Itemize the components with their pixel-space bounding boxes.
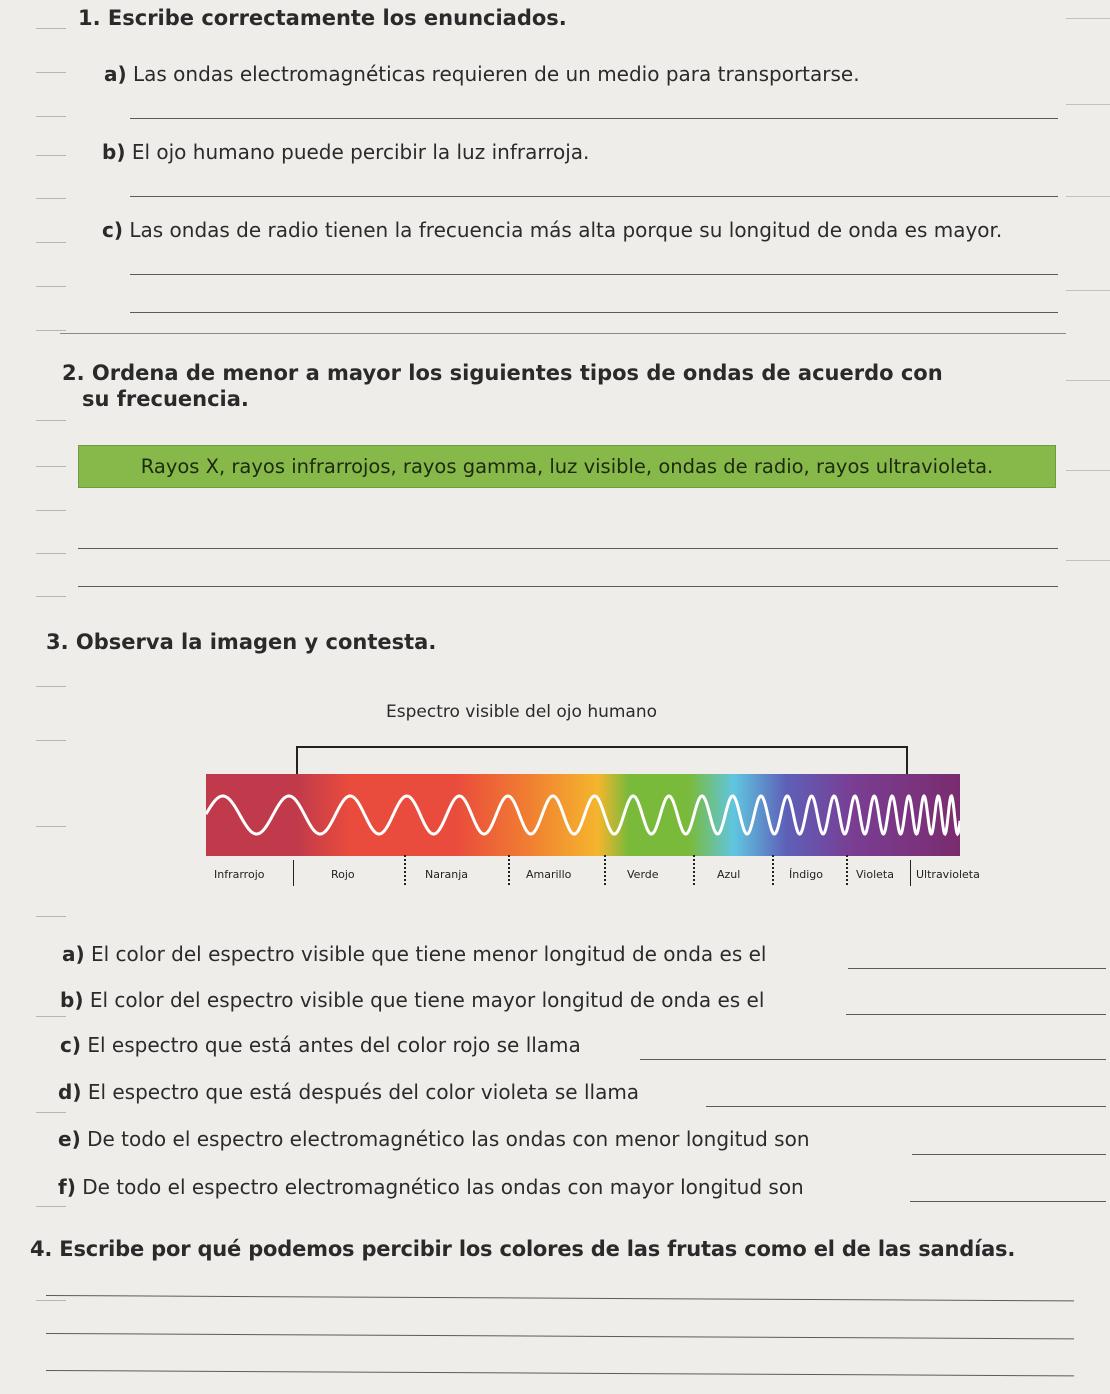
question-3f-letter: f) bbox=[58, 1175, 76, 1199]
label-infrarrojo: Infrarrojo bbox=[214, 868, 265, 881]
separator-infrarrojo bbox=[293, 860, 294, 886]
statement-1b bbox=[102, 140, 589, 164]
separator-naranja-amarillo bbox=[508, 855, 510, 885]
statement-1b-text: El ojo humano puede percibir la luz infrarroja. bbox=[131, 140, 590, 164]
label-amarillo: Amarillo bbox=[526, 868, 572, 881]
label-violeta: Violeta bbox=[856, 868, 894, 881]
question-3c-letter: c) bbox=[60, 1033, 81, 1057]
separator-azul-indigo bbox=[772, 855, 774, 885]
figure-title: Espectro visible del ojo humano bbox=[386, 702, 658, 722]
question-1-title: 1. Escribe correctamente los enunciados. bbox=[78, 6, 567, 30]
statement-1c-letter: c) bbox=[102, 218, 123, 242]
answer-line-1a[interactable] bbox=[130, 118, 1058, 119]
answer-line-3c[interactable] bbox=[640, 1059, 1106, 1060]
question-3f-text: De todo el espectro electromagnético las ondas con mayor longitud son bbox=[82, 1175, 804, 1199]
question-3d bbox=[58, 1080, 639, 1104]
answer-line-4-2[interactable] bbox=[46, 1333, 1074, 1339]
label-rojo: Rojo bbox=[331, 868, 355, 881]
answer-line-4-3[interactable] bbox=[46, 1370, 1074, 1376]
question-2-title bbox=[62, 360, 943, 412]
question-2-title-line-2: su frecuencia. bbox=[82, 387, 249, 411]
separator-ultravioleta bbox=[910, 860, 911, 886]
label-azul: Azul bbox=[717, 868, 741, 881]
section-divider bbox=[60, 333, 1066, 334]
answer-line-4-1[interactable] bbox=[46, 1295, 1074, 1301]
question-3a-letter: a) bbox=[62, 942, 85, 966]
answer-line-1c-2[interactable] bbox=[130, 312, 1058, 313]
question-3c-text: El espectro que está antes del color rojo se llama bbox=[87, 1033, 581, 1057]
spectrum-bar bbox=[206, 774, 960, 856]
label-verde: Verde bbox=[627, 868, 659, 881]
answer-line-3f[interactable] bbox=[910, 1201, 1106, 1202]
question-3c bbox=[60, 1033, 581, 1057]
separator-indigo-violeta bbox=[846, 855, 848, 885]
question-3d-letter: d) bbox=[58, 1080, 82, 1104]
label-ultravioleta: Ultravioleta bbox=[916, 868, 980, 881]
wave-types-box: Rayos X, rayos infrarrojos, rayos gamma, luz visible, ondas de radio, rayos ultravioleta. bbox=[78, 445, 1056, 488]
separator-rojo-naranja bbox=[404, 855, 406, 885]
answer-line-2-2[interactable] bbox=[78, 586, 1058, 587]
answer-line-3e[interactable] bbox=[912, 1154, 1106, 1155]
question-4-title: 4. Escribe por qué podemos percibir los colores de las frutas como el de las sandías. bbox=[30, 1237, 1016, 1261]
statement-1a-letter: a) bbox=[104, 62, 127, 86]
separator-verde-azul bbox=[693, 855, 695, 885]
question-3a-text: El color del espectro visible que tiene menor longitud de onda es el bbox=[91, 942, 767, 966]
question-2-title-line-1: 2. Ordena de menor a mayor los siguientes tipos de ondas de acuerdo con bbox=[62, 361, 943, 385]
answer-line-1c-1[interactable] bbox=[130, 274, 1058, 275]
statement-1a-text: Las ondas electromagnéticas requieren de un medio para transportarse. bbox=[133, 62, 860, 86]
question-3a bbox=[62, 942, 766, 966]
question-3f bbox=[58, 1175, 804, 1199]
label-naranja: Naranja bbox=[425, 868, 469, 881]
question-3e bbox=[58, 1127, 810, 1151]
question-3d-text: El espectro que está después del color violeta se llama bbox=[87, 1080, 640, 1104]
statement-1b-letter: b) bbox=[102, 140, 126, 164]
question-3b-text: El color del espectro visible que tiene mayor longitud de onda es el bbox=[89, 988, 765, 1012]
statement-1c bbox=[102, 218, 1002, 242]
answer-line-3d[interactable] bbox=[706, 1106, 1106, 1107]
statement-1c-text: Las ondas de radio tienen la frecuencia más alta porque su longitud de onda es mayor. bbox=[129, 218, 1003, 242]
question-3e-letter: e) bbox=[58, 1127, 81, 1151]
answer-line-3a[interactable] bbox=[848, 968, 1106, 969]
separator-amarillo-verde bbox=[604, 855, 606, 885]
label-indigo: Índigo bbox=[789, 868, 823, 881]
question-3-title: 3. Observa la imagen y contesta. bbox=[46, 630, 437, 654]
answer-line-3b[interactable] bbox=[846, 1014, 1106, 1015]
visible-range-bracket bbox=[296, 746, 908, 774]
question-3e-text: De todo el espectro electromagnético las ondas con menor longitud son bbox=[87, 1127, 810, 1151]
question-3b-letter: b) bbox=[60, 988, 84, 1012]
question-3b bbox=[60, 988, 764, 1012]
statement-1a bbox=[104, 62, 860, 86]
answer-line-2-1[interactable] bbox=[78, 548, 1058, 549]
answer-line-1b[interactable] bbox=[130, 196, 1058, 197]
